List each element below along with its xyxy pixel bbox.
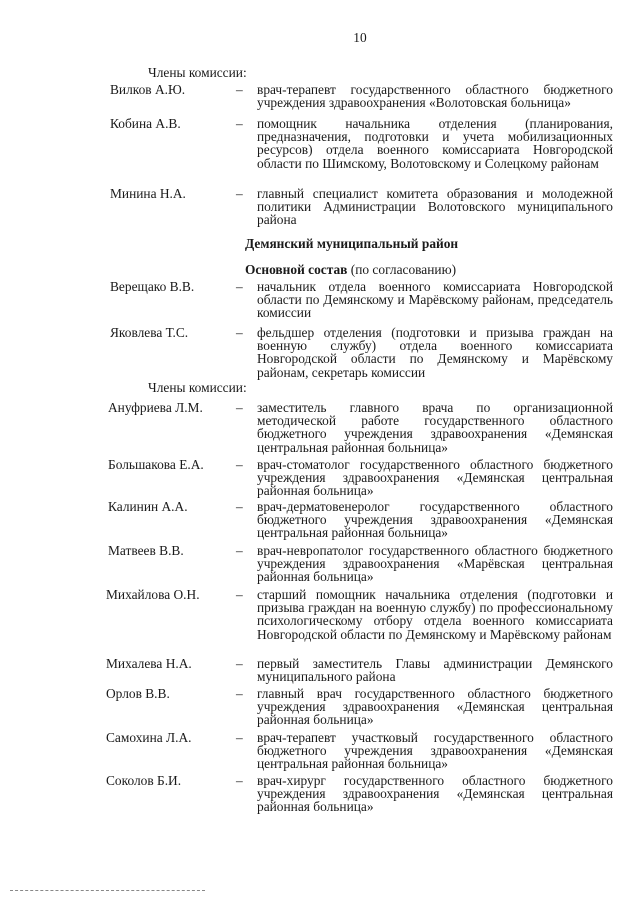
member-role: врач-невропатолог государственного областного бюджетного учреждения здравоохранения «Марёвская центральная районная больница» <box>257 543 613 585</box>
member-name: Минина Н.А. <box>110 186 186 201</box>
main-composition-title: Основной состав <box>245 262 348 277</box>
member-role: первый заместитель Главы администрации Демянского муниципального района <box>257 656 613 685</box>
member-role: начальник отдела военного комиссариата Новгородской области по Демянскому и Марёвскому районам, председатель комиссии <box>257 279 613 321</box>
dash: – <box>236 499 243 514</box>
member-name: Соколов Б.И. <box>106 773 182 788</box>
member-name: Кобина А.В. <box>110 116 181 131</box>
dash: – <box>236 730 243 745</box>
member-role: главный врач государственного областного бюджетного учреждения здравоохранения «Демянская центральная районная больница» <box>257 686 613 728</box>
district-title: Демянский муниципальный район <box>245 236 459 251</box>
dash: – <box>236 186 243 201</box>
member-role: фельдшер отделения (подготовки и призыва граждан на военную службу) отдела военного комиссариата Новгородской области по Демянскому и Марёвскому районам, секретарь комиссии <box>257 325 613 380</box>
dash: – <box>236 457 243 472</box>
member-name: Калинин А.А. <box>108 499 188 514</box>
member-role: врач-терапевт государственного областного бюджетного учреждения здравоохранения «Волотовская больница» <box>257 82 613 111</box>
member-role: заместитель главного врача по организационной методической работе государственного областного бюджетного учреждения здравоохранения «Демянская центральная районная больница» <box>257 400 613 455</box>
member-role: врач-дерматовенеролог государственного областного бюджетного учреждения здравоохранения «Демянская центральная районная больница» <box>257 499 613 541</box>
dash: – <box>236 279 243 294</box>
main-composition-note: (по согласованию) <box>350 262 457 277</box>
dash: – <box>236 400 243 415</box>
member-name: Яковлева Т.С. <box>110 325 189 340</box>
members-label: Члены комиссии: <box>148 65 247 80</box>
dash: – <box>236 116 243 131</box>
member-role: врач-стоматолог государственного областного бюджетного учреждения здравоохранения «Демянская центральная районная больница» <box>257 457 613 499</box>
dash: – <box>236 325 243 340</box>
page-number: 10 <box>353 30 367 45</box>
member-name: Ануфриева Л.М. <box>108 400 203 415</box>
member-name: Михалева Н.А. <box>106 656 192 671</box>
member-name: Орлов В.В. <box>106 686 170 701</box>
member-name: Самохина Л.А. <box>106 730 192 745</box>
member-role: врач-хирург государственного областного бюджетного учреждения здравоохранения «Демянская центральная районная больница» <box>257 773 613 815</box>
dash: – <box>236 82 243 97</box>
members-label: Члены комиссии: <box>148 380 247 395</box>
dash: – <box>236 656 243 671</box>
member-name: Большакова Е.А. <box>108 457 204 472</box>
member-role: старший помощник начальника отделения (подготовки и призыва граждан на военную службу) по профессиональному психологическому отбору отдела военного комиссариата Новгородской области по Демянскому и Марёвскому районам <box>257 587 613 642</box>
member-name: Михайлова О.Н. <box>106 587 200 602</box>
member-name: Верещако В.В. <box>110 279 195 294</box>
member-role: помощник начальника отделения (планирования, предназначения, подготовки и учета мобилизационных ресурсов) отдела военного комиссариата Новгородской области по Шимскому, Волотовскому и Солецкому районам <box>257 116 613 171</box>
member-name: Вилков А.Ю. <box>110 82 186 97</box>
member-role: главный специалист комитета образования и молодежной политики Администрации Волотовского муниципального района <box>257 186 613 228</box>
main-composition-heading <box>245 263 456 276</box>
dash: – <box>236 773 243 788</box>
member-name: Матвеев В.В. <box>108 543 184 558</box>
footer-divider <box>10 890 205 891</box>
member-role: врач-терапевт участковый государственного областного бюджетного учреждения здравоохранения «Демянская центральная районная больница» <box>257 730 613 772</box>
dash: – <box>236 686 243 701</box>
dash: – <box>236 543 243 558</box>
dash: – <box>236 587 243 602</box>
